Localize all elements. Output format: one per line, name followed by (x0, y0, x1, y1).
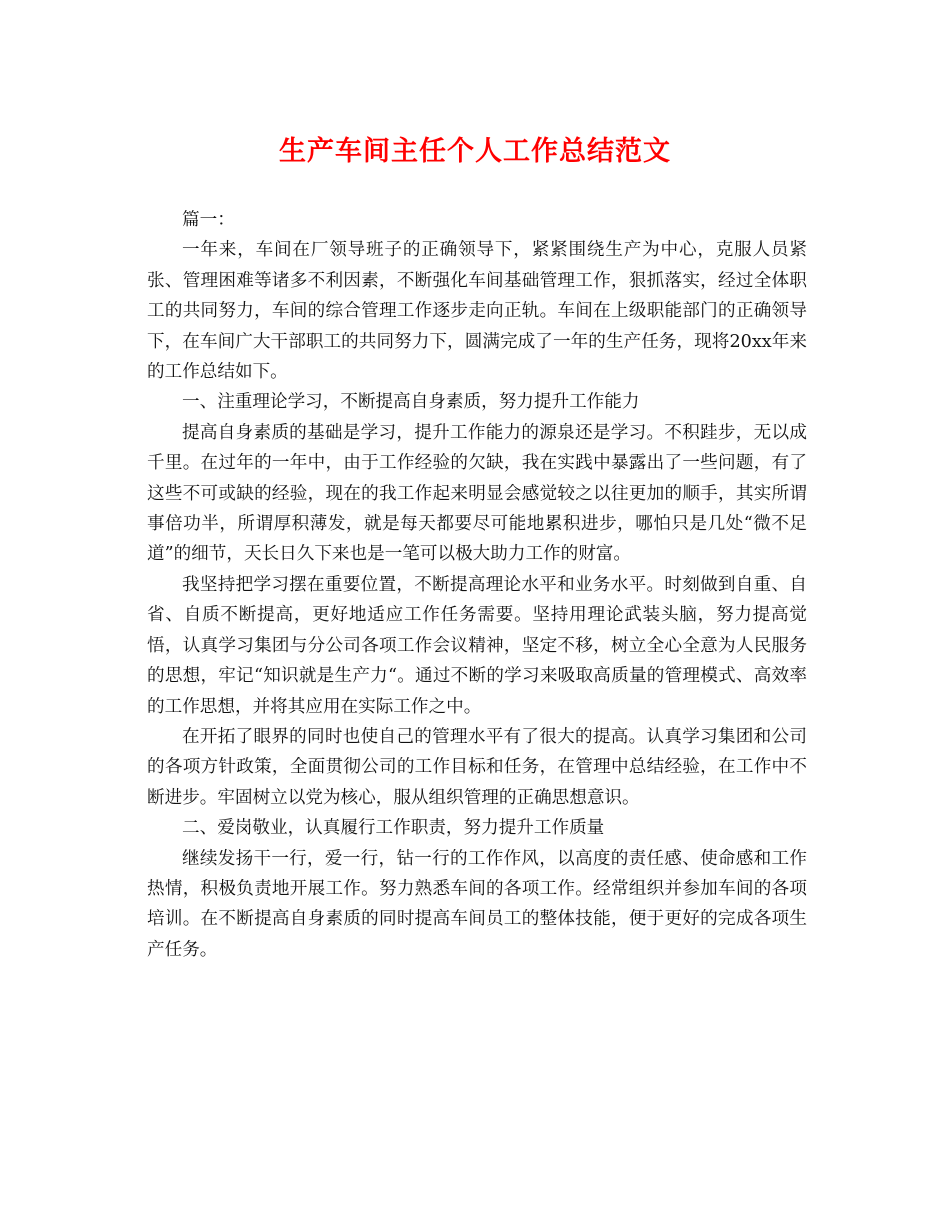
heading-section-two: 二、爱岗敬业，认真履行工作职责，努力提升工作质量 (182, 818, 605, 839)
heading-section-one: 一、注重理论学习，不断提高自身素质，努力提升工作能力 (182, 392, 640, 413)
paragraph-section-label: 篇一： (182, 210, 235, 230)
paragraph-dedication: 继续发扬干一行，爱一行，钻一行的工作作风，以高度的责任感、使命感和工作热情，积极负责地开展工作。努力熟悉车间的各项工作。经常组织并参加车间的各项培训。在不断提高自身素质的同时提高车间员工的整体技能，便于更好的完成各项生产任务。 (147, 848, 807, 960)
paragraph-intro: 一年来，车间在厂领导班子的正确领导下，紧紧围绕生产为中心，克服人员紧张、管理困难等诸多不利因素，不断强化车间基础管理工作，狠抓落实，经过全体职工的共同努力，车间的综合管理工作逐步走向正轨。车间在上级职能部门的正确领导下，在车间广大干部职工的共同努力下，圆满完成了一年的生产任务，现将20xx年来的工作总结如下。 (147, 240, 807, 383)
paragraph-learning: 提高自身素质的基础是学习，提升工作能力的源泉还是学习。不积跬步，无以成千里。在过年的一年中，由于工作经验的欠缺，我在实践中暴露出了一些问题，有了这些不可或缺的经验，现在的我工作起来明显会感觉较之以往更加的顺手，其实所谓事倍功半，所谓厚积薄发，就是每天都要尽可能地累积进步，哪怕只是几处“微不足道”的细节，天长日久下来也是一笔可以极大助力工作的财富。 (147, 422, 807, 565)
document-title: 生产车间主任个人工作总结范文 (279, 136, 671, 167)
paragraph-management: 在开拓了眼界的同时也使自己的管理水平有了很大的提高。认真学习集团和公司的各项方针政策，全面贯彻公司的工作目标和任务，在管理中总结经验，在工作中不断进步。牢固树立以党为核心，服从组织管理的正确思想意识。 (147, 726, 807, 808)
document-body (147, 205, 807, 965)
paragraph-study-priority: 我坚持把学习摆在重要位置，不断提高理论水平和业务水平。时刻做到自重、自省、自质不断提高，更好地适应工作任务需要。坚持用理论武装头脑，努力提高觉悟，认真学习集团与分公司各项工作会议精神，坚定不移，树立全心全意为人民服务的思想，牢记“知识就是生产力“。通过不断的学习来吸取高质量的管理模式、高效率的工作思想，并将其应用在实际工作之中。 (147, 574, 807, 717)
